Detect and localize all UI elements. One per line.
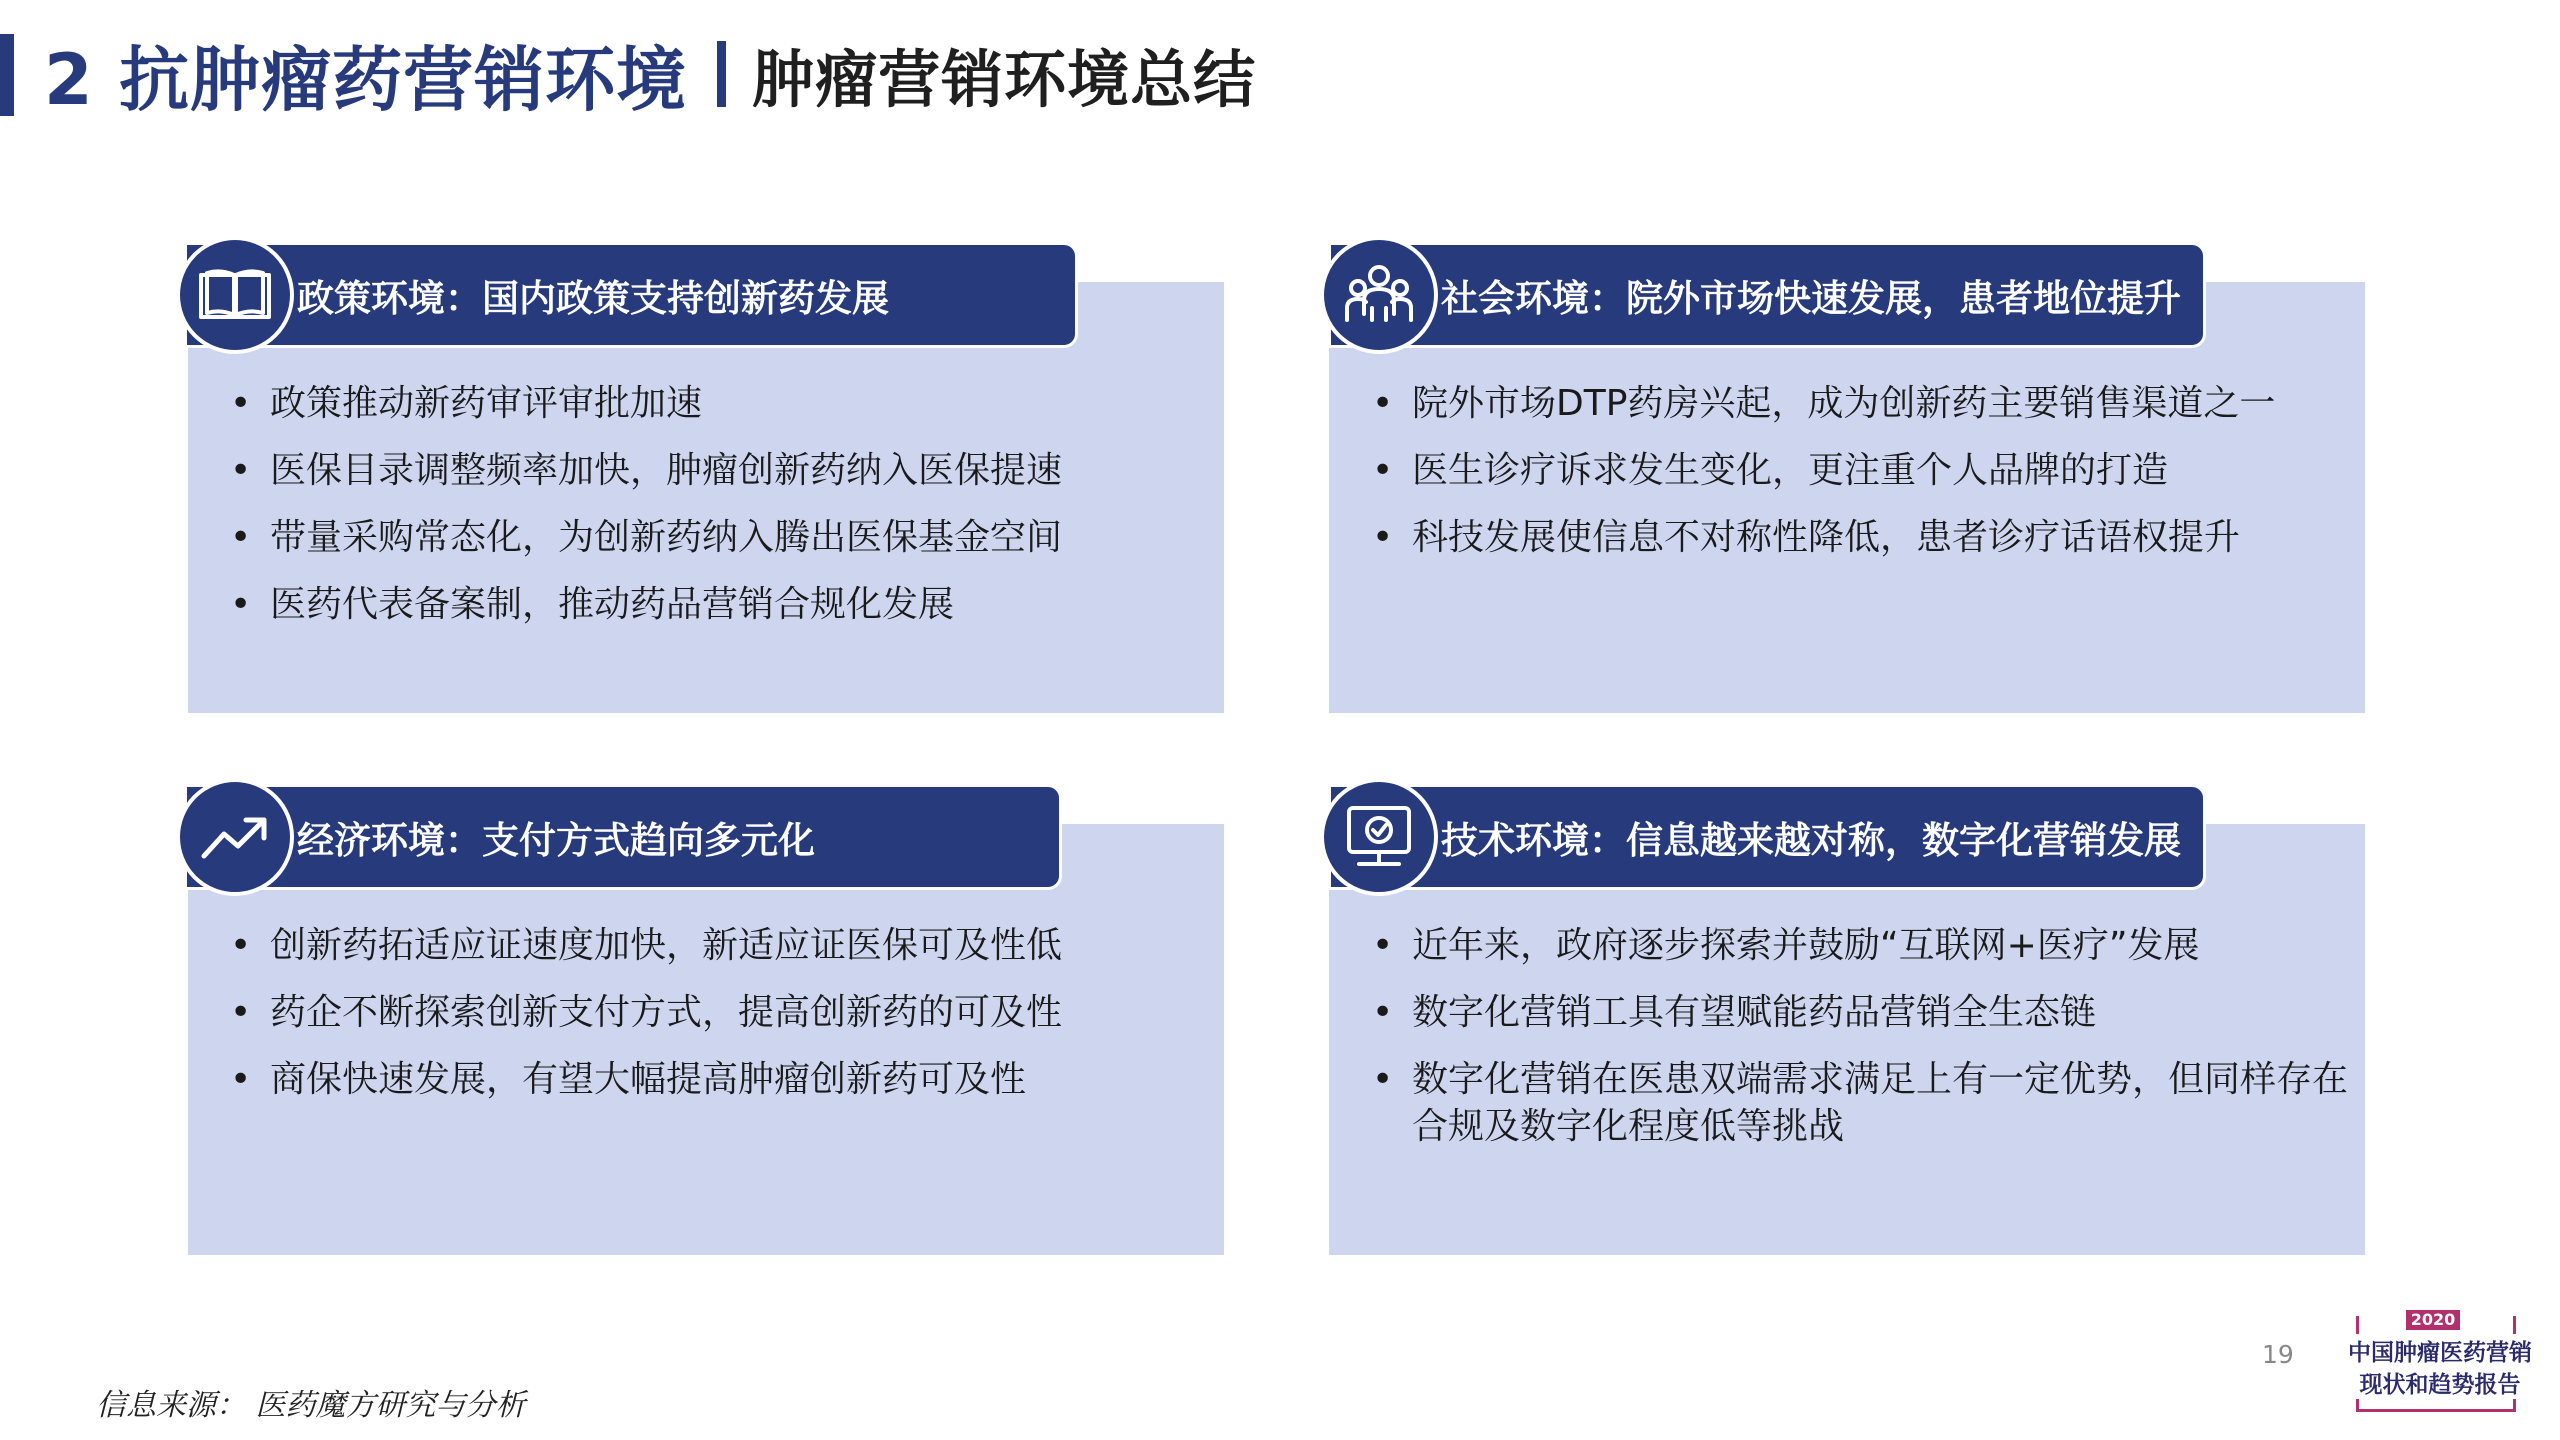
list-item [228, 581, 1188, 628]
list-item-text: 近年来，政府逐步探索并鼓励“互联网+医疗”发展 [1412, 925, 2200, 966]
bullet: • [1372, 383, 1394, 424]
title-accent-bar [0, 34, 14, 116]
bullet: • [1372, 517, 1394, 558]
social-heading-text: 社会环境：院外市场快速发展，患者地位提升 [1441, 277, 2181, 320]
title-divider [717, 41, 726, 107]
social-list [1370, 380, 2350, 581]
technology-card-heading [1328, 784, 2206, 890]
book-icon [176, 236, 294, 354]
policy-card-heading [184, 242, 1078, 348]
list-item [1370, 380, 2350, 427]
technology-list [1370, 922, 2350, 1170]
bullet: • [230, 992, 252, 1033]
page-title [44, 28, 1256, 120]
list-item-text: 数字化营销工具有望赋能药品营销全生态链 [1412, 992, 2097, 1033]
bullet: • [230, 383, 252, 424]
list-item-text: 药企不断探索创新支付方式，提高创新药的可及性 [270, 992, 1063, 1033]
list-item [1370, 447, 2350, 494]
list-item [228, 989, 1188, 1036]
logo-line-1: 中国肿瘤医药营销 [2332, 1334, 2548, 1367]
bullet: • [230, 517, 252, 558]
list-item [228, 922, 1188, 969]
logo-year: 2020 [2406, 1310, 2460, 1330]
list-item-text: 医保目录调整频率加快，肿瘤创新药纳入医保提速 [270, 450, 1063, 491]
list-item [1370, 1056, 2350, 1150]
list-item-text: 院外市场DTP药房兴起，成为创新药主要销售渠道之一 [1412, 383, 2276, 424]
list-item-text: 科技发展使信息不对称性降低，患者诊疗话语权提升 [1412, 517, 2241, 558]
social-card-heading [1328, 242, 2206, 348]
report-logo [2320, 1310, 2544, 1410]
bullet: • [1372, 992, 1394, 1033]
list-item [228, 1056, 1188, 1103]
economic-list [228, 922, 1188, 1123]
bullet: • [230, 584, 252, 625]
list-item [228, 514, 1188, 561]
bullet: • [1372, 925, 1394, 966]
bullet: • [230, 925, 252, 966]
section-title: 2 抗肿瘤药营销环境 [44, 38, 688, 121]
list-item [228, 447, 1188, 494]
list-item-text: 政策推动新药审评审批加速 [270, 383, 703, 424]
bullet: • [1372, 1059, 1394, 1100]
list-item-text: 医药代表备案制，推动药品营销合规化发展 [270, 584, 955, 625]
list-item [1370, 922, 2350, 969]
list-item-text: 商保快速发展，有望大幅提高肿瘤创新药可及性 [270, 1059, 1027, 1100]
policy-list [228, 380, 1188, 648]
list-item [1370, 514, 2350, 561]
monitor-check-icon [1320, 778, 1438, 896]
bullet: • [230, 450, 252, 491]
people-icon [1320, 236, 1438, 354]
economic-heading-text: 经济环境：支付方式趋向多元化 [297, 819, 815, 862]
list-item-text: 带量采购常态化，为创新药纳入腾出医保基金空间 [270, 517, 1063, 558]
logo-line-2: 现状和趋势报告 [2332, 1366, 2548, 1399]
economic-card-heading [184, 784, 1062, 890]
technology-heading-text: 技术环境：信息越来越对称，数字化营销发展 [1441, 819, 2181, 862]
list-item-text: 医生诊疗诉求发生变化，更注重个人品牌的打造 [1412, 450, 2169, 491]
list-item-text: 创新药拓适应证速度加快，新适应证医保可及性低 [270, 925, 1063, 966]
list-item [1370, 989, 2350, 1036]
bullet: • [1372, 450, 1394, 491]
page-subtitle: 肿瘤营销环境总结 [752, 42, 1257, 116]
list-item [228, 380, 1188, 427]
trend-up-icon [176, 778, 294, 896]
page-number: 19 [2262, 1340, 2294, 1369]
list-item-text: 数字化营销在医患双端需求满足上有一定优势，但同样存在合规及数字化程度低等挑战 [1412, 1059, 2349, 1147]
policy-heading-text: 政策环境：国内政策支持创新药发展 [297, 277, 889, 320]
source-note: 信息来源： 医药魔方研究与分析 [96, 1388, 526, 1423]
bullet: • [230, 1059, 252, 1100]
